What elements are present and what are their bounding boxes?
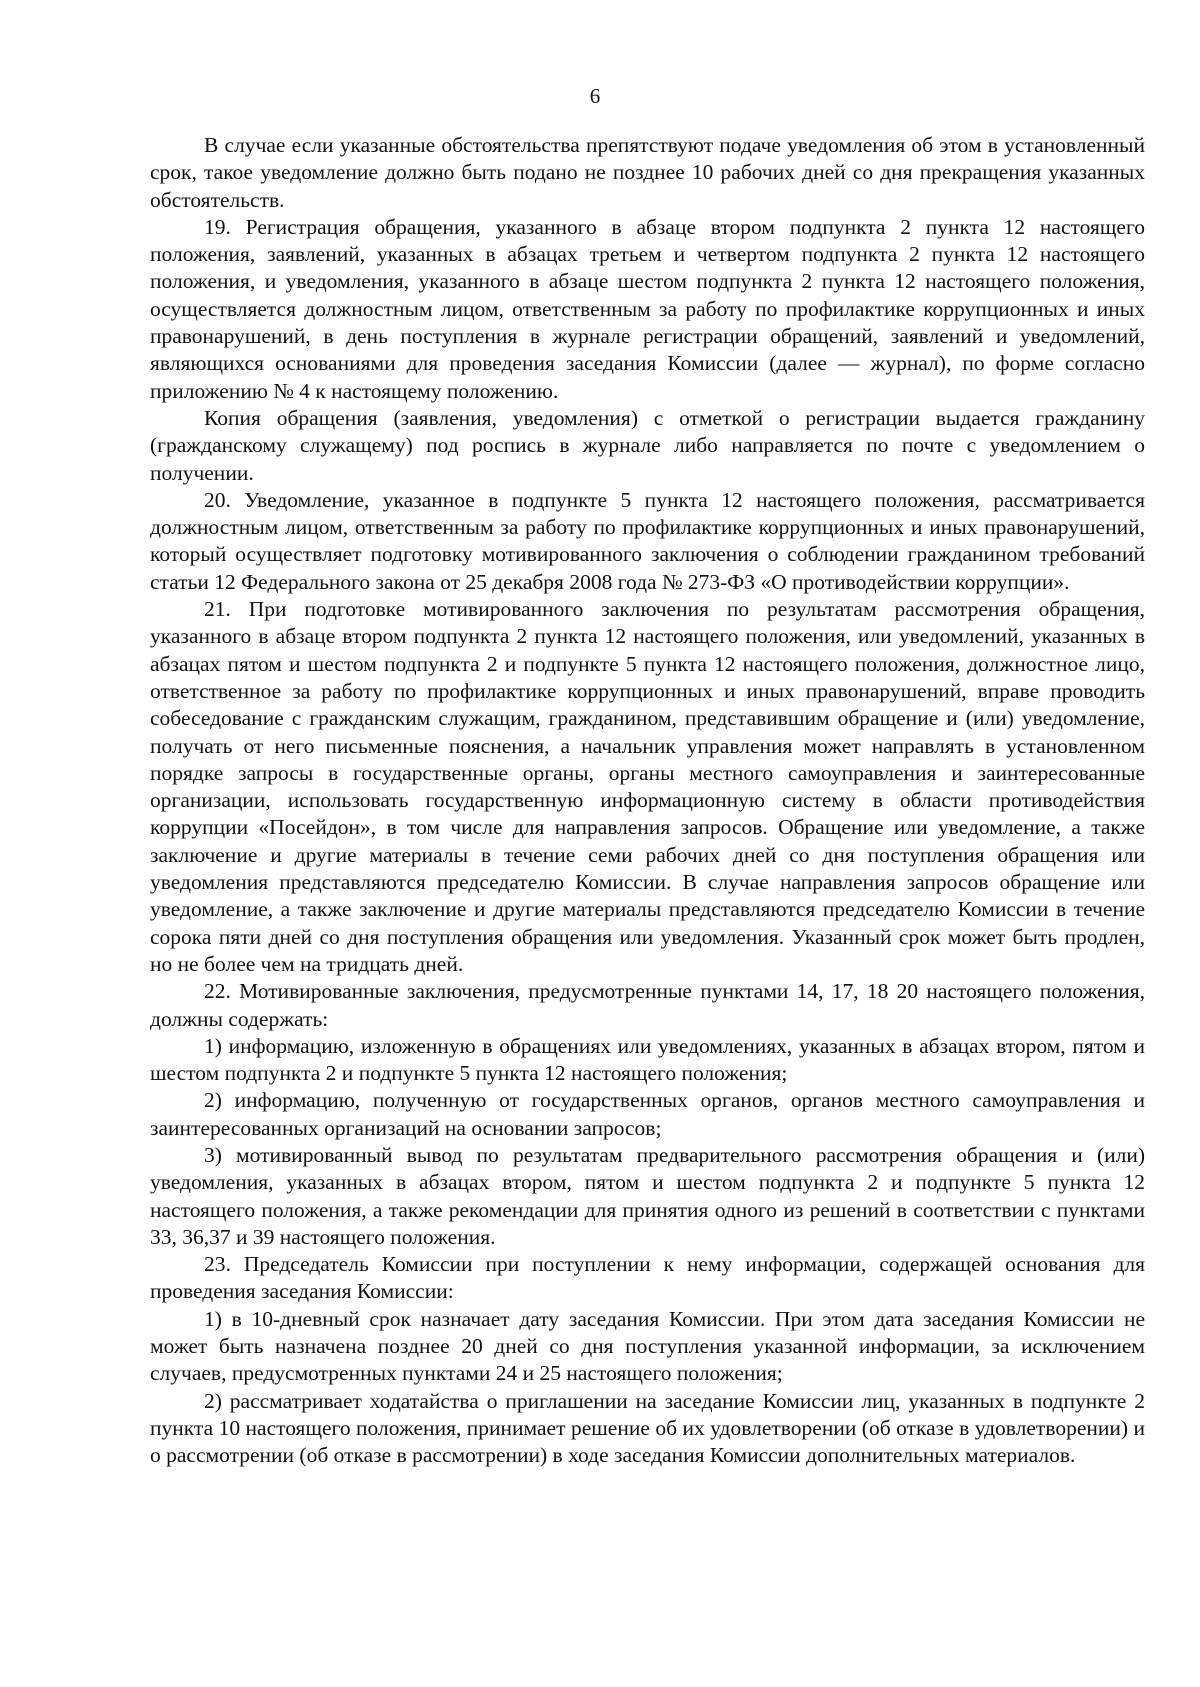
paragraph-item-22-sub-1: 1) информацию, изложенную в обращениях или уведомлениях, указанных в абзацах втором, пятом и шестом подпункта 2 и подпункте 5 пункта 12 настоящего положения; bbox=[150, 1033, 1145, 1086]
paragraph-item-20: 20. Уведомление, указанное в подпункте 5 пункта 12 настоящего положения, рассматривается должностным лицом, ответственным за работу по профилактике коррупционных и иных правонарушений, который осуществляет подготовку мотивированного заключения о соблюдении гражданином требований статьи 12 Федерального закона от 25 декабря 2008 года № 273-ФЗ «О противодействии коррупции». bbox=[150, 487, 1145, 594]
paragraph-item-23-sub-2: 2) рассматривает ходатайства о приглашении на заседание Комиссии лиц, указанных в подпункте 2 пункта 10 настоящего положения, принимает решение об их удовлетворении (об отказе в удовлетворении) и о рассмотрении (об отказе в рассмотрении) в ходе заседания Комиссии дополнительных материалов. bbox=[150, 1388, 1145, 1468]
paragraph-item-22: 22. Мотивированные заключения, предусмотренные пунктами 14, 17, 18 20 настоящего положения, должны содержать: bbox=[150, 979, 1145, 1031]
paragraph-item-22-sub-3: 3) мотивированный вывод по результатам предварительного рассмотрения обращения и (или) уведомления, указанных в абзацах втором, пятом и шестом подпункта 2 и подпункте 5 пункта 12 настоящего положения, а также рекомендации для принятия одного из решений в соответствии с пунктами 33, 36,37 и 39 настоящего положения. bbox=[150, 1142, 1145, 1249]
paragraph-item-22-sub-2: 2) информацию, полученную от государственных органов, органов местного самоуправления и заинтересованных организаций на основании запросов; bbox=[150, 1088, 1145, 1140]
paragraph-item-23-sub-1: 1) в 10-дневный срок назначает дату заседания Комиссии. При этом дата заседания Комиссии не может быть назначена позднее 20 дней со дня поступления указанной информации, за исключением случаев, предусмотренных пунктами 24 и 25 настоящего положения; bbox=[150, 1306, 1145, 1386]
paragraph-item-23: 23. Председатель Комиссии при поступлении к нему информации, содержащей основания для проведения заседания Комиссии: bbox=[150, 1252, 1145, 1304]
page-number: 6 bbox=[589, 84, 601, 108]
paragraph-item-21: 21. При подготовке мотивированного заключения по результатам рассмотрения обращения, указанного в абзаце втором подпункта 2 пункта 12 настоящего положения, или уведомлений, указанных в абзацах пятом и шестом подпункта 2 и подпункте 5 пункта 12 настоящего положения, должностное лицо, ответственное за работу по профилактике коррупционных и иных правонарушений, вправе проводить собеседование с гражданским служащим, гражданином, представившим обращение и (или) уведомление, получать от него письменные пояснения, а начальник управления может направлять в установленном порядке запросы в государственные органы, органы местного самоуправления и заинтересованные организации, использовать государственную информационную систему в области противодействия коррупции «Посейдон», в том числе для направления запросов. Обращение или уведомление, а также заключение и другие материалы в течение семи рабочих дней со дня поступления обращения или уведомления представляются председателю Комиссии. В случае направления запросов обращение или уведомление, а также заключение и другие материалы представляются председателю Комиссии в течение сорока пяти дней со дня поступления обращения или уведомления. Указанный срок может быть продлен, но не более чем на тридцать дней. bbox=[150, 597, 1145, 976]
document-body bbox=[150, 132, 1145, 1470]
paragraph-notice-deadline: В случае если указанные обстоятельства препятствуют подаче уведомления об этом в установленный срок, такое уведомление должно быть подано не позднее 10 рабочих дней со дня прекращения указанных обстоятельств. bbox=[150, 133, 1145, 212]
paragraph-item-19: 19. Регистрация обращения, указанного в абзаце втором подпункта 2 пункта 12 настоящего положения, заявлений, указанных в абзацах третьем и четвертом подпункта 2 пункта 12 настоящего положения, и уведомления, указанного в абзаце шестом подпункта 2 пункта 12 настоящего положения, осуществляется должностным лицом, ответственным за работу по профилактике коррупционных и иных правонарушений, в день поступления в журнале регистрации обращений, заявлений и уведомлений, являющихся основаниями для проведения заседания Комиссии (далее — журнал), по форме согласно приложению № 4 к настоящему положению. bbox=[150, 214, 1145, 403]
paragraph-copy-issuance: Копия обращения (заявления, уведомления) с отметкой о регистрации выдается гражданину (гражданскому служащему) под роспись в журнале либо направляется по почте с уведомлением о получении. bbox=[150, 405, 1145, 485]
